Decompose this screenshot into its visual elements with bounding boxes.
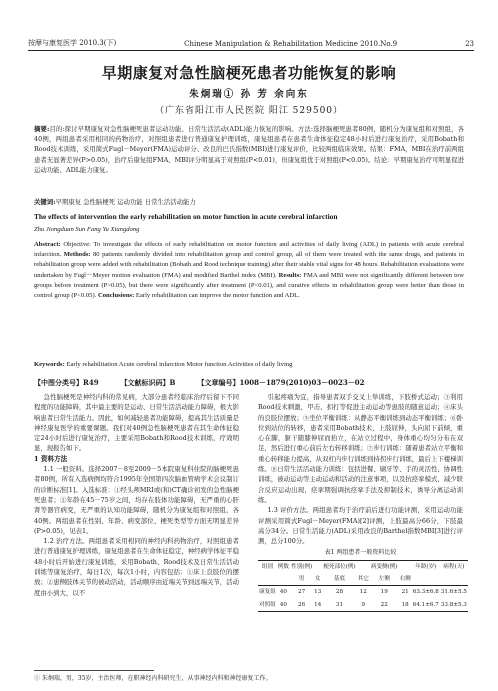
keywords-cn bbox=[34, 197, 464, 207]
table-row bbox=[258, 599, 468, 612]
table-cell: 18 bbox=[399, 599, 412, 612]
table-subheader-cell: 其它 bbox=[357, 573, 370, 586]
footnote: ① 朱炯瑞，男，35岁，主治医师，在职神经内科研究生，从事神经内科和神经康复工作。 bbox=[34, 675, 272, 682]
table-cell: 21 bbox=[401, 589, 409, 596]
table-header-cell: 组别 bbox=[258, 560, 277, 573]
table-subheader-cell: 女 bbox=[313, 573, 322, 586]
abstract-en-label: Abstract: bbox=[34, 241, 61, 248]
table-cell: 40 bbox=[277, 599, 290, 612]
table-header-cell bbox=[313, 560, 322, 573]
table-header-cell bbox=[399, 560, 412, 573]
abstract-en-objective: Objective: To investigate the effects of early rehabilitation on motor function and activities of daily living (ADL) in patients with acute cerebral infarction. bbox=[34, 241, 464, 259]
journal-cn: 按摩与康复医学 2010.3(下) bbox=[28, 39, 117, 47]
table-header-cell: 性别(例) bbox=[290, 560, 313, 573]
table-cell: 26 bbox=[290, 599, 313, 612]
section-1-2-continued: 引起疼痛为宜，指导患者双手交叉上举训练，下肢桥式运动；③利用Rood技术刺激，甲击、扣打等促进主动运动等患肢的随意运动；④床头的良肢位摆放；⑤坐位平衡训练：从静态平衡训练到动态平衡训练；⑥卧位到站位的转移，患者采用Bobath技术，上肢屈伸，头向屈下前倾，重心在脚，躯干随膝伸屈而抬立，在站立过程中，身体重心均匀分布在双足，然后进行重心前后左右转移训练；⑦步行训练：随着患者站立平衡和重心转移能力提高，从双杠内步行训练到持拐步行训练，最后上下楼梯训练。⑧日常生活活动能力训练：包括进餐、刷牙等、手的灵活性、协调性训练，被动运动等主动运动和活动的注意事项，以及抗痉挛模式、减少联合反应运动出现，痉挛期强调抗痉挛手法及抑制技术，诱导分离运动训练。 bbox=[258, 393, 463, 504]
table-cell: 14 bbox=[313, 599, 322, 612]
table-cell: 31 bbox=[322, 599, 356, 612]
table-cell: 12 bbox=[359, 589, 367, 596]
table-header-cell: 年龄(岁) bbox=[412, 560, 440, 573]
clc-number: 【中图分类号】R49 bbox=[34, 378, 99, 387]
table-cell: 27 bbox=[298, 589, 306, 596]
article-title: 早期康复对急性脑梗死患者功能恢复的影响 bbox=[101, 64, 397, 82]
table-cell: 19 bbox=[380, 589, 388, 596]
abstract-cn-label: 摘要: bbox=[34, 125, 50, 133]
journal-en: Chinese Manipulation & Rehabilitation Medicine 2010.No.9 bbox=[184, 40, 398, 48]
baseline-table bbox=[258, 560, 468, 612]
table-header-cell bbox=[357, 560, 370, 573]
keywords-en-text: Early rehabilitation Acute cerebral infarction Motor function Activities of daily living bbox=[66, 361, 293, 368]
classification-row bbox=[34, 378, 464, 388]
table-cell: 40 bbox=[279, 589, 287, 596]
keywords-cn-text: 早期康复 急性脑梗死 运动功能 日常生活活动能力 bbox=[55, 198, 196, 206]
authors: 朱炯瑞① 孙 芳 余向东 bbox=[189, 89, 309, 100]
table-header-cell: 梗死部位(例) bbox=[322, 560, 356, 573]
section-1-2: 1.2 治疗方法。两组患者采用相同的神经内科药物治疗，对照组患者进行普通康复护理训练，康复组患者在生命体征稳定，神经病学体征平稳48小时后开始进行康复训练，采用Bobath、Rood技术及日常生活活动训练等康复治疗，每日1次，每次1小时，内容包括：①床上良肢位的摆放；②患侧肢体关节的被动活动，活动顺序由近端关节到远端关节，活动度由小到大，以不 bbox=[34, 537, 239, 597]
table-subheader-cell bbox=[412, 573, 440, 586]
document-code: 【文献标识码】B bbox=[120, 378, 176, 387]
table-cell: 28 bbox=[335, 589, 344, 596]
keywords-en bbox=[34, 360, 464, 370]
table-cell: 对照组 bbox=[258, 599, 277, 612]
english-title: The effects of intervention the early rehabilitation on motor function in acute cerebral infarction bbox=[34, 212, 338, 221]
table-header-cell: 病变侧(例) bbox=[370, 560, 399, 573]
keywords-en-label: Keywords: bbox=[34, 361, 65, 368]
section-heading-1: 1 资料方法 bbox=[34, 454, 68, 463]
section-1-1: 1.1 一般资料。选择2007－8至2009－5本院康复科住院的脑梗死患者80例，所有入选病例均符合1995年全国第四次脑血管病学术会议制订的诊断标准[1]。入选标准：①经头颅MRI或(和)CT确诊初发的急性脑梗死患者；②年龄在45－75岁之间，均存在肢体功能障碍，无严重的心肝肾等器官病变，无严重的认知功能障碍，随机分为康复组和对照组，各40例。两组患者在性别、年龄、病变部位、梗死类型等方面无明显差异(P>0.05)，见表1。 bbox=[34, 465, 239, 535]
table-subheader-cell bbox=[258, 573, 277, 586]
abstract-en-methods: 80 patients randomly divided into rehabilitation group and control group, all of them were treated with the same drugs, and patients in rehabilitation group were added with rehabilitation (Bobath and Rood technique training) after their stable vital signs for 48 hours. Rehabilitation evaluations were undertaken by Fugl－Meyer motion evaluation (FMA) and modified Barthel index (MBI). bbox=[34, 251, 464, 279]
table-header-cell: 例数 bbox=[277, 560, 290, 573]
abstract-en bbox=[34, 240, 464, 301]
abstract-en-results-label: Results: bbox=[278, 271, 302, 279]
table-row bbox=[258, 586, 468, 599]
table-subheader-cell: 右侧 bbox=[399, 573, 412, 586]
table-cell: 64.1±6.7 bbox=[412, 599, 440, 612]
table-subheader-cell bbox=[440, 573, 468, 586]
intro-paragraph: 急性脑梗死是神经内科的常见病，大部分患者经临床治疗后留下不同程度的功能障碍，其中最主要的是运动、日常生活活动能力障碍，极大影响患者日常生活能力。因此，如何减轻患者功能障碍，提高其生活质量是神经康复医学的重要课题。我们对40例急性脑梗死患者在其生命体征稳定24小时后进行康复治疗，主要采用Bobath和Rood技术训练，疗效明显，现报告如下。 bbox=[34, 393, 239, 453]
running-header bbox=[28, 34, 474, 51]
left-column bbox=[34, 392, 239, 598]
table-cell: 33.8±5.3 bbox=[440, 599, 468, 612]
article-number: 【文章编号】1008－1879(2010)03－0023－02 bbox=[197, 378, 365, 387]
keywords-cn-label: 关键词: bbox=[34, 198, 56, 206]
abstract-en-methods-label: Methods: bbox=[63, 251, 91, 259]
right-column bbox=[258, 392, 467, 612]
abstract-cn-text: 目的:探讨早期康复对急性脑梗死患者运动功能、日常生活活动(ADL)能力恢复的影响。方法:选择脑梗死患者80例，随机分为康复组和对照组，各40例，两组患者采用相同的药物治疗，对照组患者进行普通康复护理训练，康复组患者在患者生命体征稳定48小时后进行康复治疗，采用Bobath和Rood技术训练，采用简式Fugl－Meyer(FMA)运动评分、改良的巴氏指数(MBI)进行康复评价，比较两组临床效果。结果：FMA，MBI在治疗前两组患者无显著差异(P>0.05)，治疗后康复组FMA、MBI评分明显高于对照组(P<0.01)，但康复组优于对照组(P<0.05)。结论：早期康复治疗可明显促进运动功能、ADL能力康复。 bbox=[34, 125, 465, 174]
abstract-en-conclusions: Early rehabilitation can improve the motor function and ADL. bbox=[135, 292, 300, 300]
abstract-en-results: FMA and MBI were not significantly different between tow groups before treatment (P>0.05), but there were significantly after treatment (P<0.01), and curative effects in rehabilitation group were better than those in control group (P<0.05). bbox=[34, 271, 464, 300]
table-cell: 9 bbox=[357, 599, 370, 612]
table-subheader-cell: 男 bbox=[290, 573, 313, 586]
table-cell: 63.3±6.8 bbox=[412, 589, 439, 596]
abstract-en-conclusions-label: Conclusions: bbox=[97, 292, 135, 300]
affiliation: （广东省阳江市人民医院 阳江 529500） bbox=[154, 106, 344, 116]
table-header-cell: 病程(天) bbox=[440, 560, 468, 573]
table-cell: 康复组 bbox=[259, 589, 276, 596]
table-cell: 13 bbox=[314, 589, 322, 596]
section-1-3: 1.3 评价方法。两组患者均于治疗前后进行功能评测，采用运动功能评测采用简式Fugl－Meyer(FMA)[2]评测，上肢最高分66分，下肢最高分34分。日常生活能力(ADL)采用改良的Barthel指数MBI[3]进行评测，总分100分。 bbox=[258, 506, 463, 546]
table-title: 表1 两组患者一般资料比较 bbox=[324, 549, 397, 557]
table-cell: 31.6±5.5 bbox=[440, 589, 467, 596]
table-subheader-cell: 基底 bbox=[322, 573, 356, 586]
table-subheader-cell bbox=[277, 573, 290, 586]
english-authors: Zhu Jiongduan Sun Fang Yu Xiangdong bbox=[34, 226, 140, 233]
abstract-cn bbox=[34, 124, 464, 175]
page-number: 23 bbox=[465, 40, 474, 48]
table-subheader-cell: 左侧 bbox=[370, 573, 399, 586]
table-cell: 22 bbox=[370, 599, 399, 612]
